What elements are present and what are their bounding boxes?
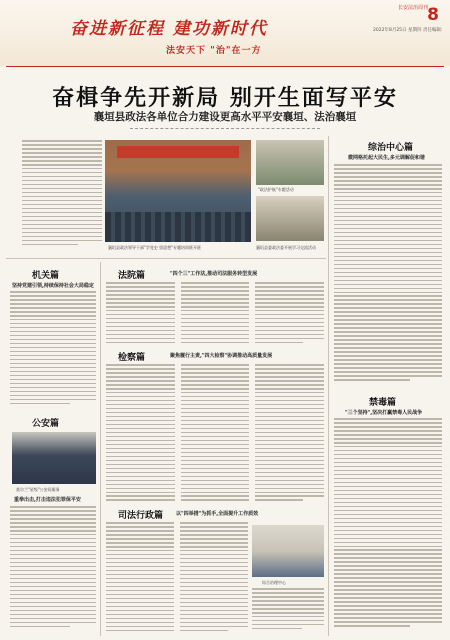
headline-divider (130, 128, 320, 131)
jindu-text (334, 418, 442, 632)
issue-date: 2022年8月25日 星期四 责任编辑: (373, 28, 443, 33)
fayuan-text (106, 282, 324, 346)
section-fayuan-subtitle: "四个三"工作法,推动司法服务转型发展 (170, 271, 258, 277)
section-sifa-subtitle: 以"四举措"为抓手,全面提升工作质效 (176, 511, 259, 517)
jiguan-text (10, 291, 96, 409)
banner-divider (6, 66, 444, 67)
section-jindu-title: 禁毒篇 (369, 398, 397, 408)
page-title-label: 长安法治周刊 (398, 5, 429, 11)
section-gongan-subtitle: 重拳出击,打击违法犯罪保平安 (14, 497, 81, 503)
section-sifa-title: 司法行政篇 (118, 511, 164, 521)
banner-slogan: 奋进新征程 建功新时代 (70, 19, 268, 39)
sifa-text-tail (252, 588, 324, 634)
police-photo-caption: 莫尔兰"星级"公安局服务 (16, 487, 60, 492)
jiancha-text (106, 364, 324, 504)
left-column-divider (100, 262, 101, 636)
section-divider-upper (6, 258, 326, 259)
main-subheadline: 襄垣县政法各单位合力建设更高水平平安襄垣、法治襄垣 (93, 111, 357, 123)
page-number: 8 (427, 5, 439, 25)
banner-sub-slogan: 法安天下 "治"在一方 (166, 46, 262, 56)
police-photo (12, 432, 96, 484)
right-column-divider (328, 136, 329, 636)
section-fayuan-title: 法院篇 (118, 271, 146, 281)
section-jiguan-title: 机关篇 (32, 271, 60, 281)
sifa-text (106, 522, 248, 634)
main-headline: 奋楫争先开新局 别开生面写平安 (52, 86, 398, 111)
meeting-photo-caption: 襄垣县政法领导干部"学党史 悟思想"专题培训班开班 (108, 245, 201, 250)
section-jiancha-subtitle: 聚焦履行主责,"四大检察"协调推动高质量发展 (170, 353, 273, 359)
meeting-photo (105, 140, 251, 242)
section-zongzhi-title: 综治中心篇 (368, 143, 414, 153)
event-photo-top-caption: "政法护航"专题活动 (258, 187, 294, 192)
service-center-caption: 综合治理中心 (262, 580, 286, 585)
event-photo-bottom-caption: 襄垣县委政法委开展学习交流活动 (256, 245, 316, 250)
section-jindu-subtitle: "三个坚持",坚决打赢禁毒人民战争 (345, 410, 423, 416)
zongzhi-text (334, 164, 442, 384)
gongan-text (10, 506, 96, 632)
event-photo-top (256, 140, 324, 185)
intro-text (22, 140, 102, 250)
event-photo-bottom (256, 196, 324, 241)
service-center-photo (252, 525, 324, 577)
section-gongan-title: 公安篇 (32, 419, 60, 429)
section-zongzhi-subtitle: 微网格托起大民生,多元调解促和谐 (348, 155, 425, 161)
section-jiancha-title: 检察篇 (118, 353, 146, 363)
section-jiguan-subtitle: 坚持党建引领,持续保持社会大局稳定 (12, 283, 94, 289)
